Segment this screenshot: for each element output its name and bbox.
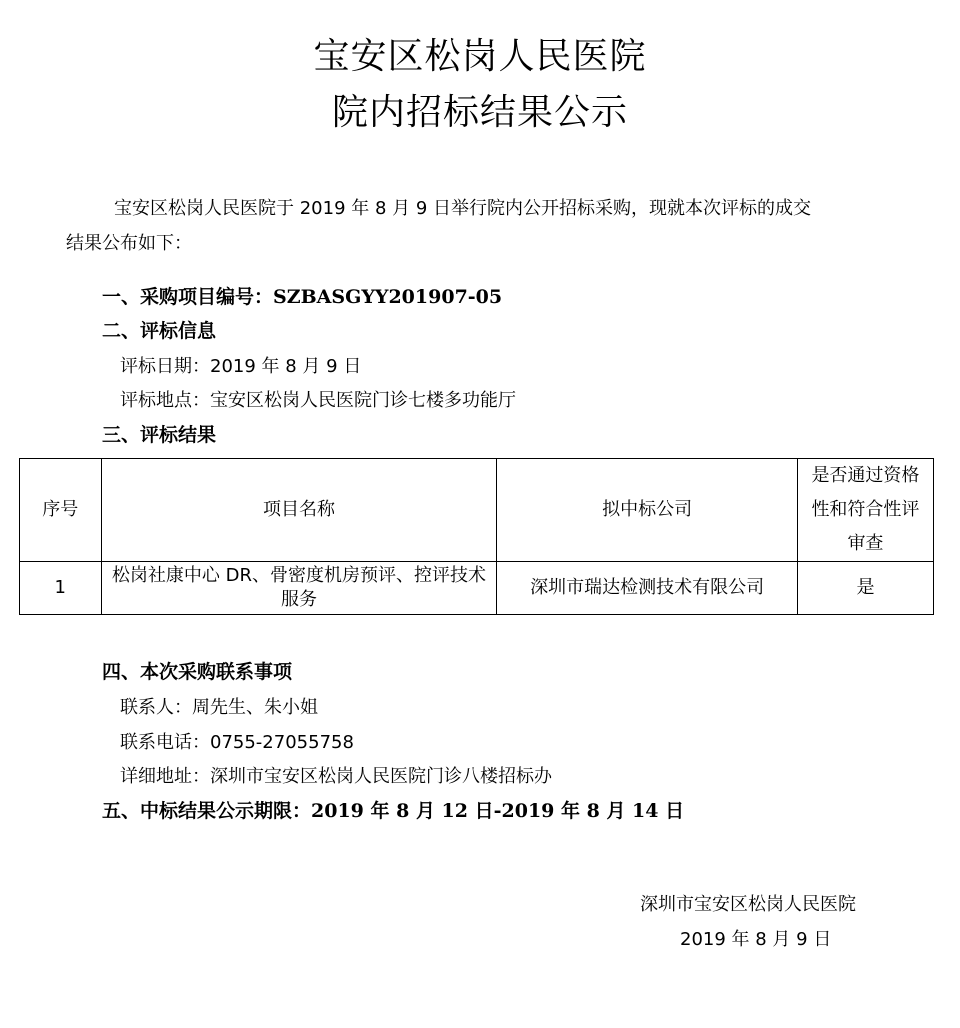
contact-person: 联系人：周先生、朱小姐 (120, 697, 318, 718)
cell-qualified: 是 (797, 562, 933, 615)
header-project: 项目名称 (101, 459, 497, 562)
header-no: 序号 (20, 459, 102, 562)
contact-address: 详细地址：深圳市宝安区松岗人民医院门诊八楼招标办 (120, 766, 552, 787)
section-2-heading: 二、评标信息 (102, 320, 217, 342)
signature-organization: 深圳市宝安区松岗人民医院 (640, 894, 856, 915)
intro-paragraph-line-1: 宝安区松岗人民医院于 2019 年 8 月 9 日举行院内公开招标采购，现就本次评标的成交 (114, 198, 812, 219)
document-subtitle: 院内招标结果公示 (331, 92, 628, 133)
cell-project: 松岗社康中心 DR、骨密度机房预评、控评技术服务 (101, 562, 497, 615)
contact-phone: 联系电话：0755-27055758 (120, 732, 354, 753)
section-5-heading: 五、中标结果公示期限：2019 年 8 月 12 日-2019 年 8 月 14 日 (102, 800, 685, 822)
document-title: 宝安区松岗人民医院 (313, 36, 647, 77)
table-header-row (20, 459, 934, 562)
section-1-heading: 一、采购项目编号：SZBASGYY201907-05 (102, 286, 503, 308)
signature-date: 2019 年 8 月 9 日 (680, 929, 832, 950)
results-table (19, 458, 934, 615)
cell-no: 1 (20, 562, 102, 615)
section-3-heading: 三、评标结果 (102, 424, 217, 446)
evaluation-date: 评标日期：2019 年 8 月 9 日 (120, 356, 362, 377)
evaluation-place: 评标地点：宝安区松岗人民医院门诊七楼多功能厅 (120, 390, 516, 411)
intro-paragraph-line-2: 结果公布如下： (66, 233, 192, 254)
header-qualified: 是否通过资格性和符合性评审查 (797, 459, 933, 562)
table-row (20, 562, 934, 615)
cell-company: 深圳市瑞达检测技术有限公司 (497, 562, 797, 615)
header-company: 拟中标公司 (497, 459, 797, 562)
section-4-heading: 四、本次采购联系事项 (102, 661, 293, 683)
